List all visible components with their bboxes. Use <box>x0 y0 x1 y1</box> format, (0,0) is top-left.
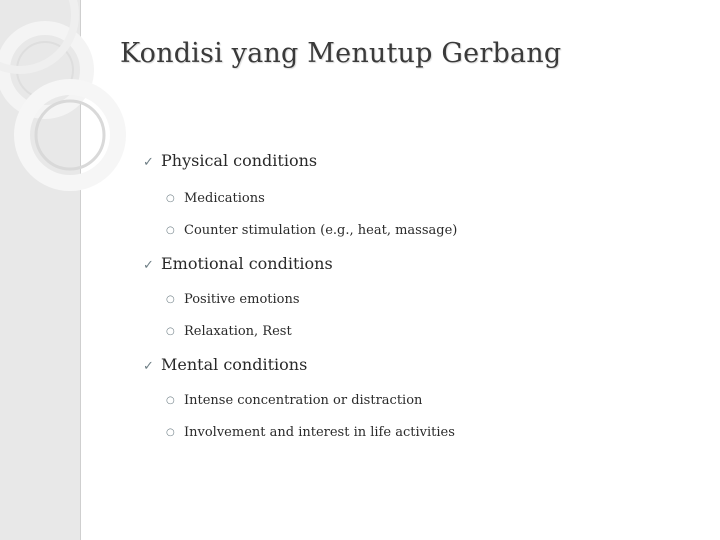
slide-title: Kondisi yang Menutup Gerbang <box>120 38 562 69</box>
ring-bullet-icon: ○ <box>166 294 175 305</box>
checkmark-icon: ✓ <box>143 359 154 374</box>
sub-bullet-relaxation-rest <box>166 324 292 339</box>
sub-bullet-label: Involvement and interest in life activities <box>184 425 455 440</box>
ring-bullet-icon: ○ <box>166 193 175 204</box>
bullet-mental-conditions <box>143 355 307 374</box>
sub-bullet-label: Relaxation, Rest <box>184 324 292 339</box>
ring-bullet-icon: ○ <box>166 427 175 438</box>
bullet-label: Emotional conditions <box>161 254 333 273</box>
sub-bullet-positive-emotions <box>166 292 300 307</box>
sub-bullet-label: Intense concentration or distraction <box>184 393 423 408</box>
checkmark-icon: ✓ <box>143 258 154 273</box>
sub-bullet-counter-stimulation <box>166 223 457 238</box>
sub-bullet-label: Medications <box>184 191 265 206</box>
ring-bullet-icon: ○ <box>166 395 175 406</box>
sub-bullet-label: Counter stimulation (e.g., heat, massage) <box>184 223 458 238</box>
sub-bullet-intense-concentration <box>166 393 422 408</box>
bullet-label: Physical conditions <box>161 151 318 170</box>
bullet-emotional-conditions <box>143 254 333 273</box>
sub-bullet-medications <box>166 191 265 206</box>
checkmark-icon: ✓ <box>143 155 154 170</box>
sub-bullet-involvement-interest <box>166 425 455 440</box>
bullet-physical-conditions <box>143 151 317 170</box>
sub-bullet-label: Positive emotions <box>184 292 300 307</box>
ring-bullet-icon: ○ <box>166 326 175 337</box>
decorative-circles-icon <box>0 0 140 200</box>
ring-bullet-icon: ○ <box>166 225 175 236</box>
bullet-label: Mental conditions <box>161 355 308 374</box>
